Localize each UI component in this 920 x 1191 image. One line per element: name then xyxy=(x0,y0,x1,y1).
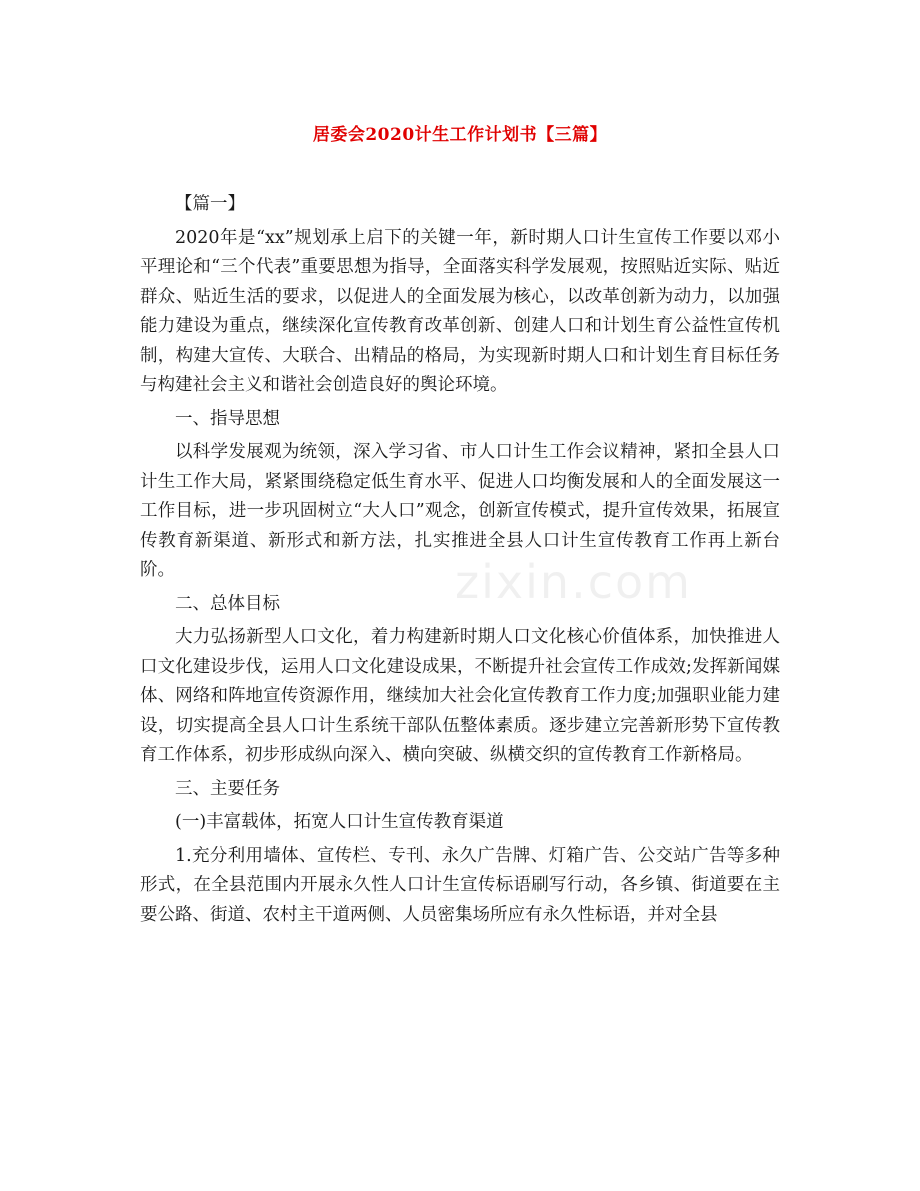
watermark-logo: zixin.com xyxy=(455,555,692,609)
heading-guiding-ideology: 一、指导思想 xyxy=(175,408,280,429)
intro-paragraph: 2020年是“xx”规划承上启下的关键一年，新时期人口计生宣传工作要以邓小平理论和“三个代表”重要思想为指导，全面落实科学发展观，按照贴近实际、贴近群众、贴近生活的要求，以促进人的全面发展为核心，以改革创新为动力，以加强能力建设为重点，继续深化宣传教育改革创新、创建人口和计划生育公益性宣传机制，构建大宣传、大联合、出精品的格局，为实现新时期人口和计划生育目标任务与构建社会主义和谐社会创造良好的舆论环境。 xyxy=(140,227,780,395)
section-label-part-one: 【篇一】 xyxy=(175,194,245,214)
subheading-task-one: (一)丰富载体，拓宽人口计生宣传教育渠道 xyxy=(175,812,504,832)
heading-main-tasks: 三、主要任务 xyxy=(175,778,280,799)
guiding-ideology-paragraph: 以科学发展观为统领，深入学习省、市人口计生工作会议精神，紧扣全县人口计生工作大局，紧紧围绕稳定低生育水平、促进人口均衡发展和人的全面发展这一工作目标，进一步巩固树立“大人口”观念，创新宣传模式，提升宣传效果，拓展宣传教育新渠道、新形式和新方法，扎实推进全县人口计生宣传教育工作再上新台阶。 xyxy=(140,442,780,580)
overall-goals-paragraph: 大力弘扬新型人口文化，着力构建新时期人口文化核心价值体系，加快推进人口文化建设步伐，运用人口文化建设成果，不断提升社会宣传工作成效;发挥新闻媒体、网络和阵地宣传资源作用，继续加大社会化宣传教育工作力度;加强职业能力建设，切实提高全县人口计生系统干部队伍整体素质。逐步建立完善新形势下宣传教育工作体系，初步形成纵向深入、横向突破、纵横交织的宣传教育工作新格局。 xyxy=(140,627,780,765)
task-item-1-paragraph: 1.充分利用墙体、宣传栏、专刊、永久广告牌、灯箱广告、公交站广告等多种形式，在全县范围内开展永久性人口计生宣传标语刷写行动，各乡镇、街道要在主要公路、街道、农村主干道两侧、人员密集场所应有永久性标语，并对全县 xyxy=(140,845,780,925)
document-title: 居委会2020计生工作计划书【三篇】 xyxy=(312,125,608,145)
heading-overall-goals: 二、总体目标 xyxy=(175,593,280,614)
